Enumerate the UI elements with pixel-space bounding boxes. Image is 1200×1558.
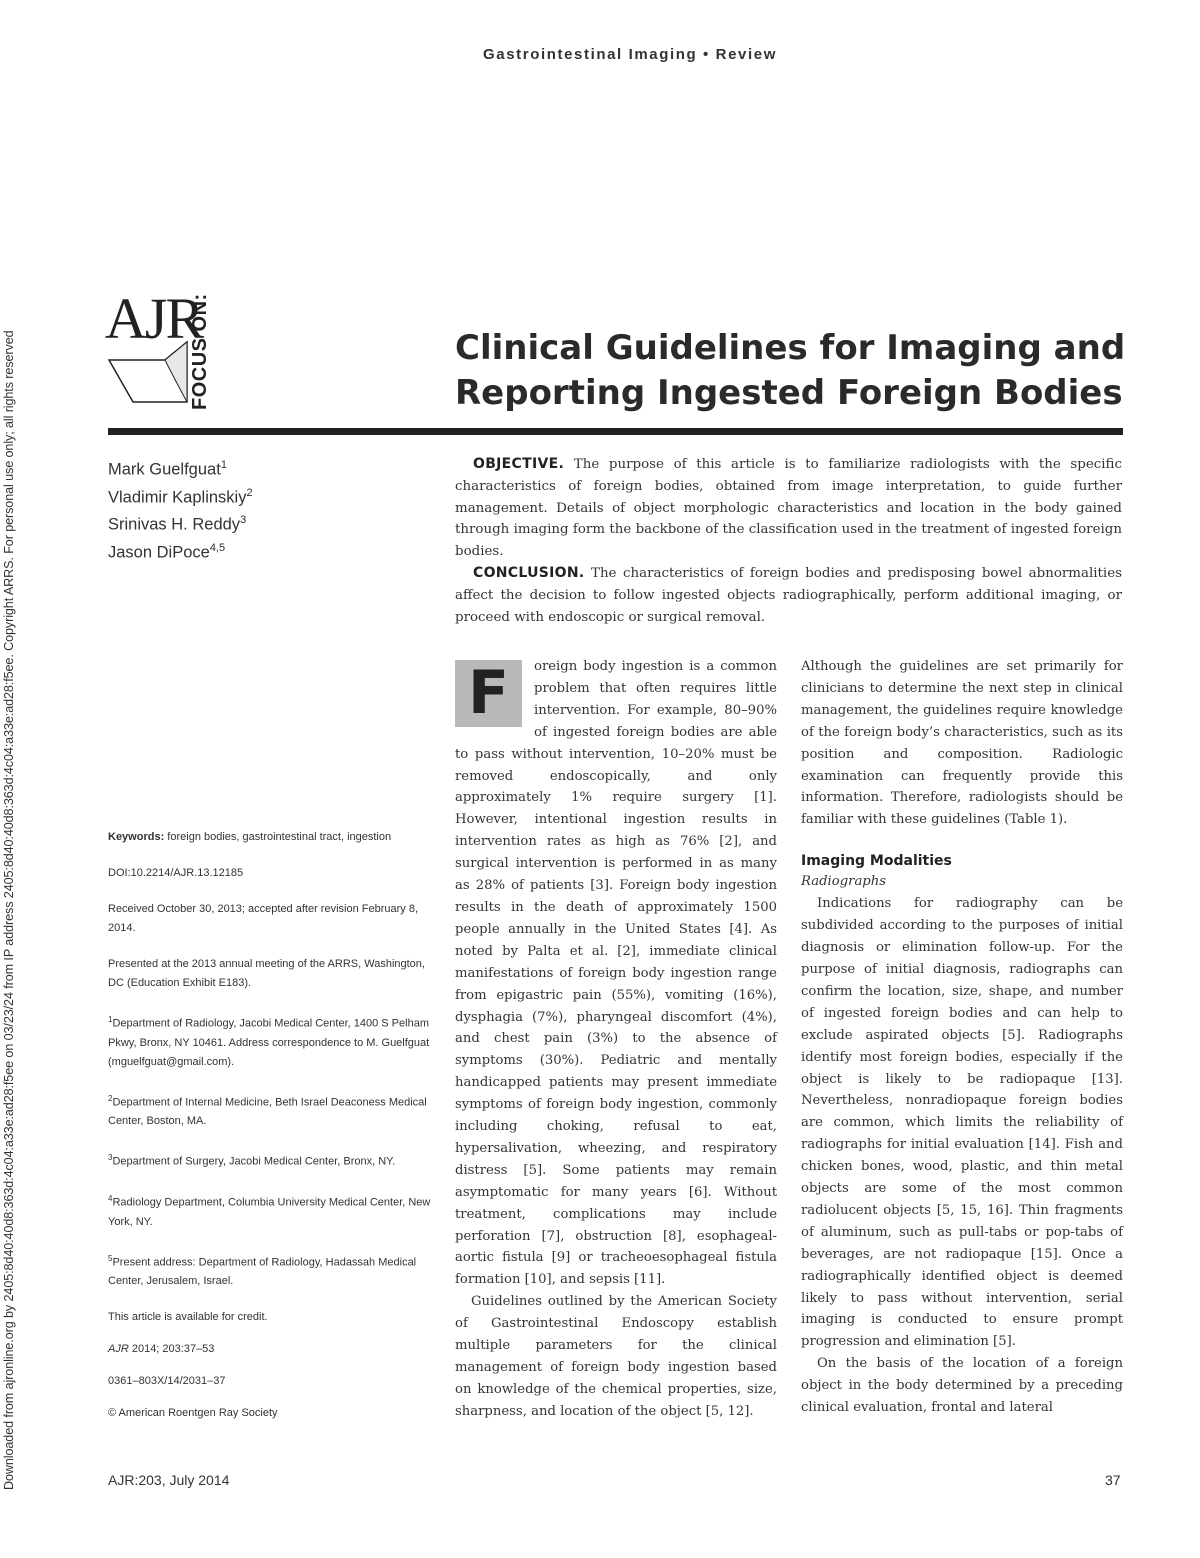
article-title: Clinical Guidelines for Imaging and Reporting Ingested Foreign Bodies [455, 328, 1126, 413]
logo-focus-text: FOCUS ON: [189, 293, 211, 410]
running-header: Gastrointestinal Imaging • Review [483, 46, 777, 63]
article-metadata [108, 828, 433, 1440]
body-paragraph: On the basis of the location of a foreign object in the body determined by a preceding clinical evaluation, frontal and lateral [801, 1356, 1123, 1416]
author: Mark Guelfguat$^1$ [108, 459, 227, 479]
body-column-1 [455, 656, 777, 1423]
issn: 0361–803X/14/2031–37 [108, 1375, 226, 1388]
citation: AJR 2014; 203:37–53 [108, 1343, 215, 1356]
presented-note: Presented at the 2013 annual meeting of the ARRS, Washington, DC (Education Exhibit E183). [108, 958, 425, 989]
received-dates: Received October 30, 2013; accepted after revision February 8, 2014. [108, 903, 419, 934]
author: Vladimir Kaplinskiy$^2$ [108, 486, 253, 506]
affiliation-5: $^5$Present address: Department of Radiology, Hadassah Medical Center, Jerusalem, Israel. [108, 1253, 417, 1288]
abstract-conclusion: CONCLUSION. The characteristics of foreign bodies and predisposing bowel abnormalities affect the decision to follow ingested objects radiographically, perform additional imaging, or proceed with endoscopic or surgical removal. [455, 564, 1122, 625]
page-number: 37 [1105, 1472, 1121, 1488]
section-heading: Imaging Modalities [801, 853, 952, 870]
affiliation-4: $^4$Radiology Department, Columbia University Medical Center, New York, NY. [108, 1193, 431, 1228]
abstract-objective: OBJECTIVE. The purpose of this article is to familiarize radiologists with the specific characteristics of foreign bodies, obtained from image interpretation, to guide further management. Details of object morphologic characteristics and location in the body gained through imaging form the backbone of the classification used in the treatment of ingested foreign bodies. [455, 456, 1122, 560]
logo-ajr-text: AJR [105, 286, 203, 351]
doi: DOI:10.2214/AJR.13.12185 [108, 867, 244, 879]
affiliation-2: $^2$Department of Internal Medicine, Beth Israel Deaconess Medical Center, Boston, MA. [108, 1093, 427, 1128]
author-list [108, 454, 253, 564]
abstract [455, 454, 1122, 628]
affiliation-1: $^1$Department of Radiology, Jacobi Medical Center, 1400 S Pelham Pkwy, Bronx, NY 10461. Address correspondence to M. Guelfguat (mguelfguat@gmail.com). [108, 1015, 430, 1068]
download-notice [2, 110, 22, 1490]
body-column-2 [801, 656, 1123, 1419]
ajr-focus-logo [105, 286, 235, 420]
subsection-heading: Radiographs [801, 874, 887, 890]
author: Jason DiPoce$^{4,5}$ [108, 541, 226, 561]
credit-note: This article is available for credit. [108, 1311, 268, 1324]
body-paragraph: Indications for radiography can be subdivided according to the purposes of initial diagnosis or elimination follow-up. For the purpose of initial diagnosis, radiographs can confirm the location, size, shape, and number of ingested foreign bodies and can help to exclude aspirated objects [5]. Radiographs identify most foreign bodies, especially if the object is likely to be radiopaque [13]. Nevertheless, nonradiopaque foreign bodies are common, which limits the reliability of radiographs for initial evaluation [14]. Fish and chicken bones, wood, plastic, and thin metal objects are some of the most common radiolucent objects [5, 15, 16]. Thin fragments of aluminum, such as pull-tabs or pop-tabs of beverages, are not radiopaque [15]. Once a radiographically identified object is deemed likely to pass without intervention, serial imaging is conducted to ensure prompt progression and elimination [5]. [801, 896, 1123, 1350]
body-paragraph: Guidelines outlined by the American Society of Gastrointestinal Endoscopy establish multiple parameters for the clinical management of foreign body ingestion based on knowledge of the chemical properties, size, sharpness, and location of the object [5, 12]. [455, 1294, 777, 1419]
drop-cap: F [455, 660, 522, 727]
footer-journal-issue: AJR:203, July 2014 [108, 1472, 230, 1488]
download-notice-text: Downloaded from ajronline.org by 2405:8d40:40d8:363d:4c04:a33e:ad28:f5ee on 03/23/24 from IP address 2405:8d40:40d8:363d:4c04:a33e:ad28:f5ee. Copyright ARRS. For personal use only; all rights reserved [2, 330, 16, 1490]
title-rule [108, 428, 1123, 435]
copyright: © American Roentgen Ray Society [108, 1407, 278, 1420]
author: Srinivas H. Reddy$^3$ [108, 514, 247, 534]
keywords: Keywords: foreign bodies, gastrointestinal tract, ingestion [108, 831, 392, 843]
body-paragraph: oreign body ingestion is a common problem that often requires little intervention. For example, 80–90% of ingested foreign bodies are able to pass without intervention, 10–20% must be removed endoscopically, and only approximately 1% require surgery [1]. However, intentional ingestion results in intervention rates as high as 76% [2], and surgical intervention is performed in as many as 28% of patients [3]. Foreign body ingestion results in the death of approximately 1500 people annually in the United States [4]. As noted by Palta et al. [2], immediate clinical manifestations of foreign body ingestion range from epigastric pain (55%), vomiting (16%), dysphagia (7%), pharyngeal discomfort (4%), and chest pain (3%) to the absence of symptoms (30%). Pediatric and mentally handicapped patients may present immediate symptoms of foreign body ingestion, commonly including choking, refusal to eat, hypersalivation, wheezing, and respiratory distress [5]. Some patients may remain asymptomatic for many years [6]. Without treatment, complications may include perforation [7], obstruction [8], esophageal-aortic fistula [9] or tracheoesophageal fistula formation [10], and sepsis [11]. [455, 659, 777, 1288]
affiliation-3: $^3$Department of Surgery, Jacobi Medical Center, Bronx, NY. [108, 1153, 396, 1168]
body-paragraph: Although the guidelines are set primarily for clinicians to determine the next step in clinical management, the guidelines require knowledge of the foreign body’s characteristics, such as its position and composition. Radiologic examination can frequently provide this information. Therefore, radiologists should be familiar with these guidelines (Table 1). [801, 659, 1123, 828]
